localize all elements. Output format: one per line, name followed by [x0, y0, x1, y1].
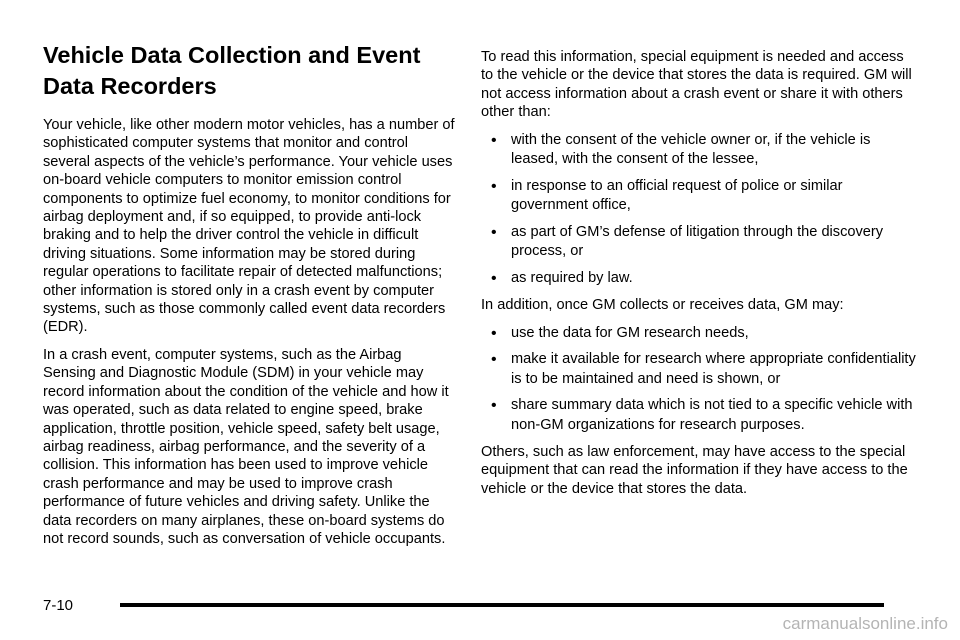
paragraph-crash-event: In a crash event, computer systems, such as the Airbag Sensing and Diagnostic Module (SDM) in your vehicle may record information about the condition of the vehicle and how it was operated, such as data related to engine speed, brake application, throttle position, vehicle speed, safety belt usage, airbag readiness, airbag performance, and the severity of a collision. This information has been used to improve vehicle crash performance and may be used to improve crash performance of future vehicles and driving safety. Unlike the data recorders on many airplanes, these on-board systems do not record sounds, such as conversation of vehicle occupants.: [43, 346, 449, 547]
paragraph-gm-may: In addition, once GM collects or receives data, GM may:: [481, 297, 844, 314]
list-item: • as required by law.: [491, 269, 633, 287]
left-column: [43, 40, 455, 557]
list-item: • in response to an official request of police or similar government office,: [491, 177, 843, 214]
section-title-line2: Data Recorders: [43, 73, 217, 99]
footer-divider: [120, 603, 884, 607]
bullet-icon: •: [491, 131, 497, 149]
section-title: [43, 40, 455, 102]
list-item: • as part of GM’s defense of litigation through the discovery process, or: [491, 223, 884, 260]
bullet-icon: •: [491, 269, 497, 287]
paragraph-law-enforcement: Others, such as law enforcement, may have access to the special equipment that can read the information if they have access to the vehicle or the device that stores the data.: [481, 444, 908, 497]
disclosure-conditions-list: [481, 131, 917, 289]
bullet-icon: •: [491, 351, 497, 369]
right-column: [481, 48, 917, 507]
bullet-icon: •: [491, 324, 497, 342]
bullet-icon: •: [491, 177, 497, 195]
paragraph-vehicle-systems: Your vehicle, like other modern motor vehicles, has a number of sophisticated computer systems that monitor and control several aspects of the vehicle’s performance. Your vehicle uses on-board vehicle computers to monitor emission control components to optimize fuel economy, to monitor conditions for airbag deployment and, if so equipped, to provide anti-lock braking and to help the driver control the vehicle in difficult driving situations. Some information may be stored during regular operations to facilitate repair of detected malfunctions; other information is stored only in a crash event by computer systems, such as those commonly called event data recorders (EDR).: [43, 117, 455, 336]
section-title-line1: Vehicle Data Collection and Event: [43, 42, 421, 68]
bullet-icon: •: [491, 223, 497, 241]
watermark-text: carmanualsonline.info: [782, 614, 948, 633]
list-item: • use the data for GM research needs,: [491, 324, 749, 342]
gm-uses-list: [481, 324, 917, 436]
page-number: 7-10: [43, 597, 74, 614]
paragraph-access-info: To read this information, special equipment is needed and access to the vehicle or the device that stores the data is required. GM will not access information about a crash event or share it with others other than:: [481, 49, 912, 121]
list-item: • with the consent of the vehicle owner or, if the vehicle is leased, with the consent of the lessee,: [491, 131, 871, 168]
list-item: • make it available for research where appropriate confidentiality is to be maintained and need is shown, or: [491, 351, 916, 387]
list-item: • share summary data which is not tied to a specific vehicle with non-GM organizations for research purposes.: [491, 397, 913, 433]
bullet-icon: •: [491, 397, 497, 415]
